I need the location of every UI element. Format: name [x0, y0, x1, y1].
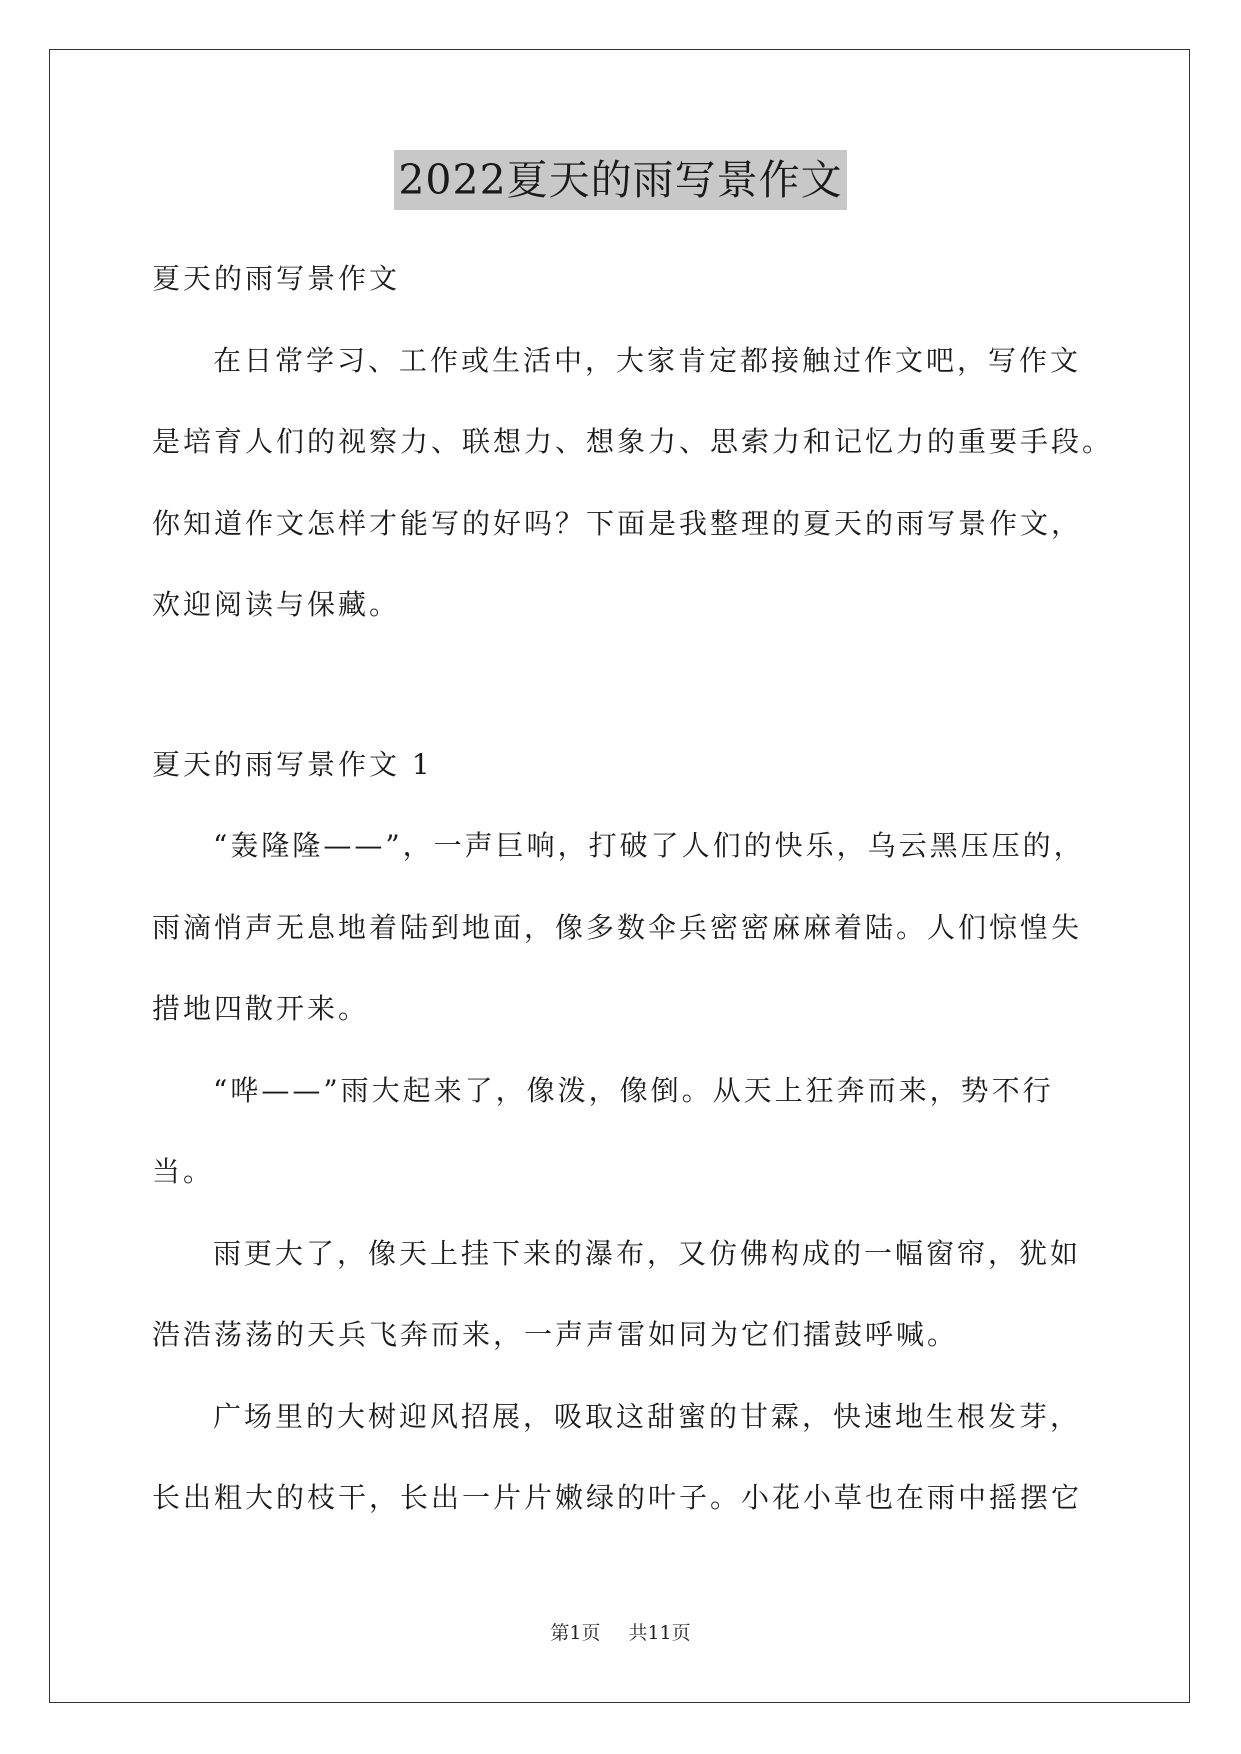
paragraph-line: 措地四散开来。	[152, 992, 370, 1025]
paragraph-line: 雨滴悄声无息地着陆到地面，像多数伞兵密密麻麻着陆。人们惊惶失	[152, 910, 1083, 944]
document-title: 2022夏天的雨写景作文	[394, 150, 846, 210]
paragraph-line: 雨更大了，像天上挂下来的瀑布，又仿佛构成的一幅窗帘，犹如	[213, 1236, 1082, 1270]
section-heading: 夏天的雨写景作文 1	[152, 747, 433, 781]
paragraph-line: 是培育人们的视察力、联想力、想象力、思索力和记忆力的重要手段。	[152, 425, 1114, 458]
section-spacer	[152, 646, 1097, 724]
paragraph-line: “哗——”雨大起来了，像泼，像倒。从天上狂奔而来，势不行	[213, 1073, 1054, 1107]
paragraph-line: 欢迎阅读与保藏。	[152, 588, 401, 621]
page-footer	[0, 1618, 1241, 1645]
paragraph-line: 当。	[152, 1155, 215, 1188]
document-body	[152, 238, 1114, 1539]
title-wrapper	[0, 150, 1241, 210]
paragraph-line: 长出粗大的枝干，长出一片片嫩绿的叶子。小花小草也在雨中摇摆它	[152, 1481, 1083, 1514]
paragraph-line: 在日常学习、工作或生活中，大家肯定都接触过作文吧，写作文	[213, 343, 1082, 377]
page-total: 共11页	[628, 1622, 691, 1644]
paragraph-line: 广场里的大树迎风招展，吸取这甜蜜的甘霖，快速地生根发芽，	[213, 1399, 1082, 1433]
paragraph-line: 浩浩荡荡的天兵飞奔而来，一声声雷如同为它们擂鼓呼喊。	[152, 1318, 959, 1351]
paragraph-line: “轰隆隆——”，一声巨响，打破了人们的快乐，乌云黑压压的，	[213, 829, 1085, 862]
page-number: 第1页	[550, 1622, 601, 1644]
section-heading: 夏天的雨写景作文	[152, 262, 401, 295]
paragraph-line: 你知道作文怎样才能写的好吗？下面是我整理的夏天的雨写景作文，	[152, 506, 1083, 540]
